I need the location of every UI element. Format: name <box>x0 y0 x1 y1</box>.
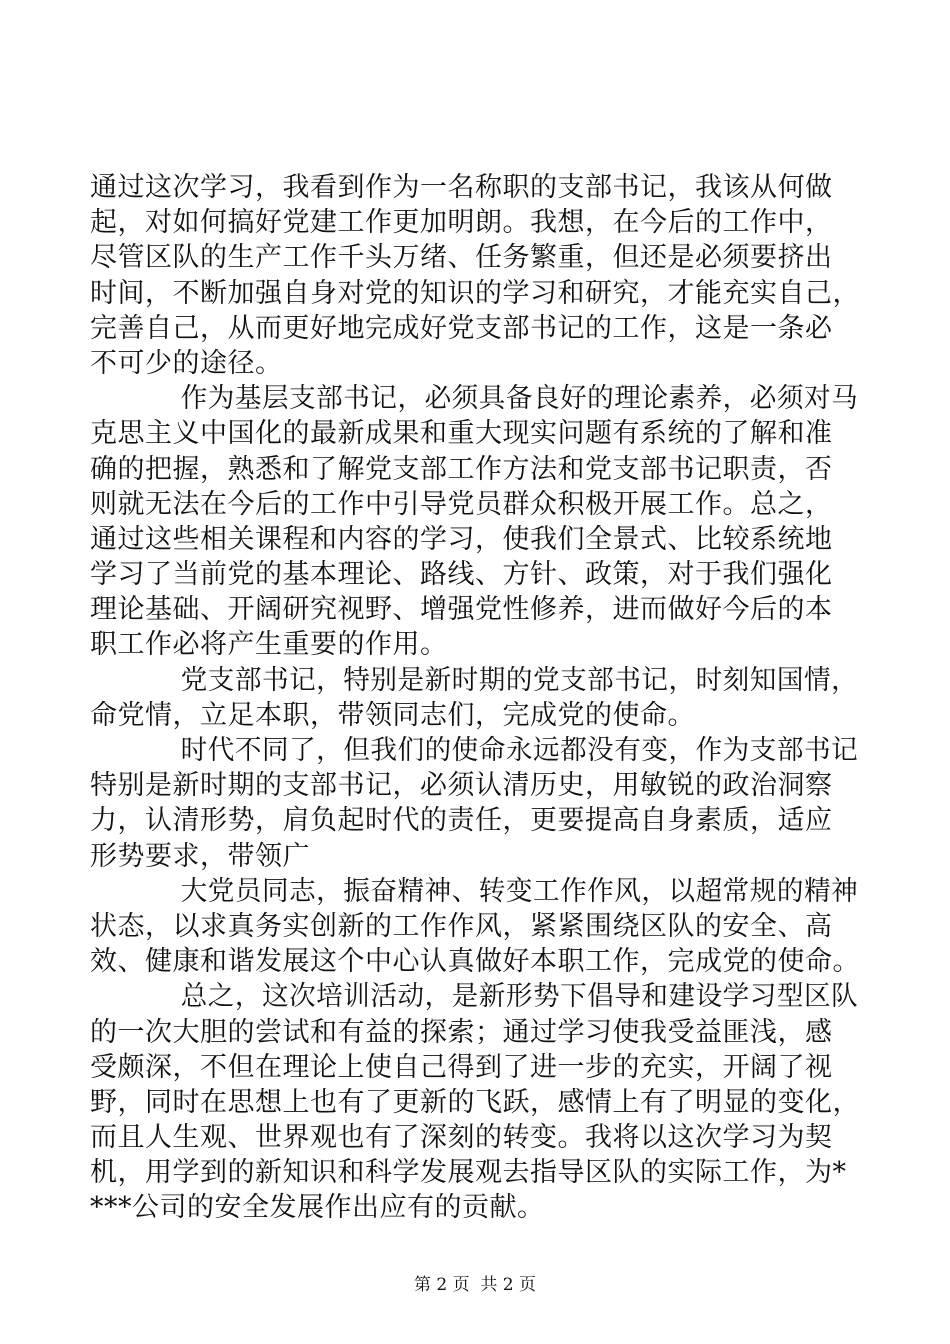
text-line: 尽管区队的生产工作千头万绪、任务繁重，但还是必须要挤出 <box>90 242 833 274</box>
text-line: 特别是新时期的支部书记，必须认清历史，用敏锐的政治洞察 <box>90 770 833 802</box>
text-line: 总之，这次培训活动，是新形势下倡导和建设学习型区队 <box>180 981 859 1013</box>
text-line: 职工作必将产生重要的作用。 <box>90 629 448 661</box>
text-line: 野，同时在思想上也有了更新的飞跃，感情上有了明显的变化， <box>90 1086 860 1118</box>
text-line: 命党情，立足本职，带领同志们，完成党的使命。 <box>90 699 695 731</box>
text-line: 通过这次学习，我看到作为一名称职的支部书记，我该从何做 <box>90 172 833 203</box>
text-line: 不可少的途径。 <box>90 347 283 379</box>
text-line: 确的把握，熟悉和了解党支部工作方法和党支部书记职责，否 <box>90 453 833 485</box>
text-line: 克思主义中国化的最新成果和重大现实问题有系统的了解和准 <box>90 418 833 450</box>
text-line: ***公司的安全发展作出应有的贡献。 <box>90 1192 545 1224</box>
text-line: 力，认清形势，肩负起时代的责任，更要提高自身素质，适应 <box>90 805 833 837</box>
text-line: 效、健康和谐发展这个中心认真做好本职工作，完成党的使命。 <box>90 946 860 978</box>
text-line: 时代不同了，但我们的使命永远都没有变，作为支部书记 <box>180 735 859 766</box>
text-line: 形势要求，带领广 <box>90 840 310 872</box>
text-line: 学习了当前党的基本理论、路线、方针、政策，对于我们强化 <box>90 559 833 591</box>
text-line: 党支部书记，特别是新时期的党支部书记，时刻知国情， <box>180 664 859 696</box>
text-line: 而且人生观、世界观也有了深刻的转变。我将以这次学习为契 <box>90 1122 833 1154</box>
text-line: 大党员同志，振奋精神、转变工作作风，以超常规的精神 <box>180 875 859 907</box>
text-line: 通过这些相关课程和内容的学习，使我们全景式、比较系统地 <box>90 523 833 555</box>
page-footer: 第 2 页 共 2 页 <box>413 1275 537 1295</box>
text-line: 受颇深，不但在理论上使自己得到了进一步的充实，开阔了视 <box>90 1051 833 1083</box>
text-line: 机，用学到的新知识和科学发展观去指导区队的实际工作，为* <box>90 1157 847 1189</box>
text-line: 理论基础、开阔研究视野、增强党性修养，进而做好今后的本 <box>90 594 833 626</box>
text-line: 起，对如何搞好党建工作更加明朗。我想，在今后的工作中， <box>90 207 833 239</box>
text-line: 则就无法在今后的工作中引导党员群众积极开展工作。总之， <box>90 488 833 520</box>
text-line: 完善自己，从而更好地完成好党支部书记的工作，这是一条必 <box>90 312 833 344</box>
text-line: 状态，以求真务实创新的工作作风，紧紧围绕区队的安全、高 <box>90 910 833 942</box>
text-line: 时间，不断加强自身对党的知识的学习和研究，才能充实自己， <box>90 277 860 309</box>
text-line: 的一次大胆的尝试和有益的探索；通过学习使我受益匪浅，感 <box>90 1016 833 1048</box>
document-body <box>90 170 860 1226</box>
text-line: 作为基层支部书记，必须具备良好的理论素养，必须对马 <box>180 383 859 415</box>
